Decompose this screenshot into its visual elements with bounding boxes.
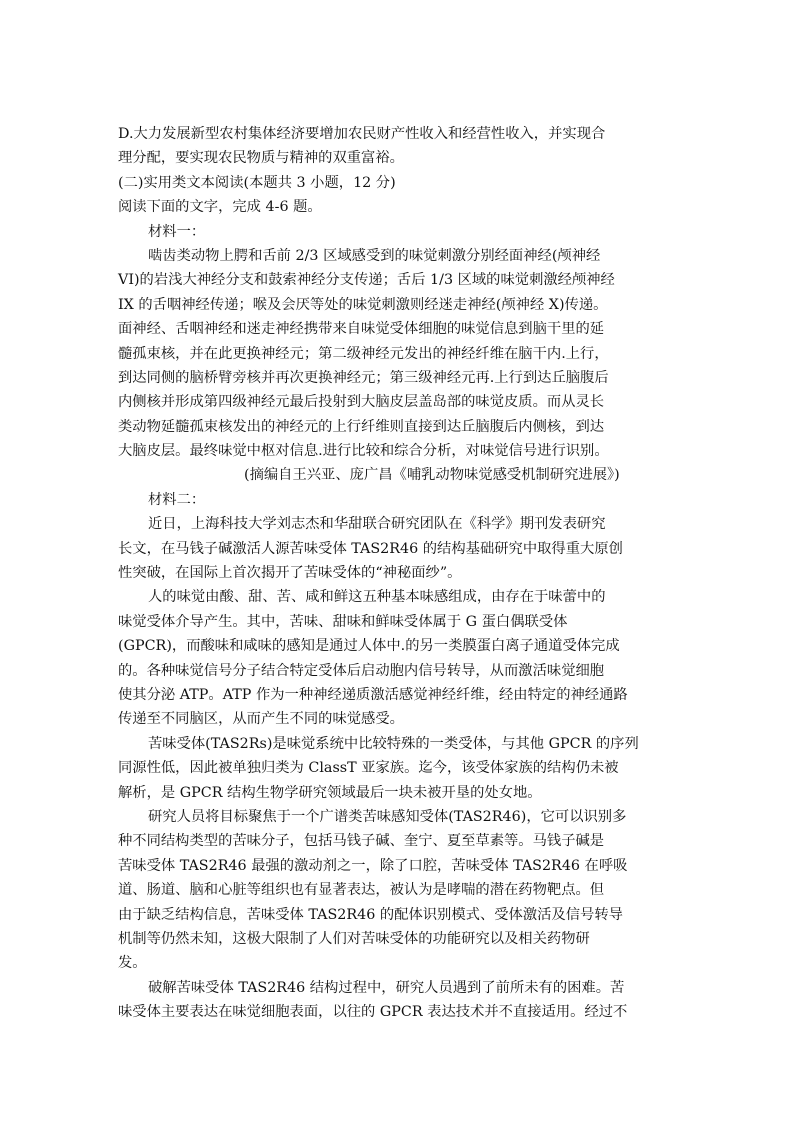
material-2-line: 道、肠道、脑和心脏等组织也有显著表达，被认为是哮喘的潜在药物靶点。但 xyxy=(118,882,605,899)
material-1-line: 啮齿类动物上腭和舌前 2/3 区域感受到的味觉刺激分别经面神经(颅神经 xyxy=(148,247,601,264)
material-1-line: 到达同侧的脑桥臂旁核并再次更换神经元；第三级神经元再.上行到达丘脑腹后 xyxy=(118,369,609,386)
material-2-line: 味觉受体介导产生。其中，苦味、甜味和鲜味受体属于 G 蛋白偶联受体 xyxy=(118,613,568,630)
material-2-line: 同源性低，因此被单独归类为 ClassT 亚家族。迄今，该受体家族的结构仍未被 xyxy=(118,760,619,777)
material-2-line: 种不同结构类型的苦味分子，包括马钱子碱、奎宁、夏至草素等。马钱子碱是 xyxy=(118,833,605,850)
material-2-line: 的。各种味觉信号分子结合特定受体后启动胞内信号转导，从而激活味觉细胞 xyxy=(118,662,605,679)
material-1-source: (摘编自王兴亚、庞广昌《哺乳动物味觉感受机制研究进展》) xyxy=(244,467,620,484)
option-d-line-1: D.大力发展新型农村集体经济要增加农民财产性收入和经营性收入，并实现合 xyxy=(118,126,606,142)
material-2-line: 破解苦味受体 TAS2R46 结构过程中，研究人员遇到了前所未有的困难。苦 xyxy=(148,979,625,996)
material-2-line: 苦味受体(TAS2Rs)是味觉系统中比较特殊的一类受体，与其他 GPCR 的序列 xyxy=(148,735,639,752)
material-1-line: 类动物延髓孤束核发出的神经元的上行纤维则直接到达丘脑腹后内侧核，到达 xyxy=(118,418,605,435)
material-2-line: 使其分泌 ATP。ATP 作为一种神经递质激活感觉神经纤维，经由特定的神经通路 xyxy=(118,686,628,703)
material-2-line: 研究人员将目标聚焦于一个广谱类苦味感知受体(TAS2R46)，它可以识别多 xyxy=(148,808,627,825)
material-1-line: 内侧核并形成第四级神经元最后投射到大脑皮层盖岛部的味觉皮质。而从灵长 xyxy=(118,394,605,411)
material-1-line: 髓孤束核，并在此更换神经元；第二级神经元发出的神经纤维在脑干内.上行， xyxy=(118,345,609,362)
material-1-line: 大脑皮层。最终味觉中枢对信息.进行比较和综合分析，对味觉信号进行识别。 xyxy=(118,443,609,460)
material-2-line: 发。 xyxy=(118,955,147,972)
material-2-line: 性突破，在国际上首次揭开了苦味受体的“神秘面纱”。 xyxy=(118,565,462,582)
option-d-line-2: 理分配，要实现农民物质与精神的双重富裕。 xyxy=(118,150,404,167)
material-2-line: 人的味觉由酸、甜、苦、咸和鲜这五种基本味感组成，由存在于味蕾中的 xyxy=(148,589,606,606)
material-2-line: 由于缺乏结构信息，苦味受体 TAS2R46 的配体识别模式、受体激活及信号转导 xyxy=(118,906,623,923)
material-1-label: 材料一： xyxy=(148,223,206,240)
material-1-line: IX 的舌咽神经传递；喉及会厌等处的味觉刺激则经迷走神经(颅神经 X)传递。 xyxy=(118,296,608,313)
material-1-line: VI)的岩浅大神经分支和鼓索神经分支传递；舌后 1/3 区域的味觉刺激经颅神经 xyxy=(118,272,615,289)
material-1-line: 面神经、舌咽神经和迷走神经携带来自味觉受体细胞的味觉信息到脑干里的延 xyxy=(118,321,605,338)
material-2-line: 机制等仍然未知，这极大限制了人们对苦味受体的功能研究以及相关药物研 xyxy=(118,930,590,947)
section-heading: (二)实用类文本阅读(本题共 3 小题，12 分) xyxy=(118,174,396,191)
material-2-line: 味受体主要表达在味觉细胞表面，以往的 GPCR 表达技术并不直接适用。经过不 xyxy=(118,1004,628,1021)
instruction: 阅读下面的文字，完成 4-6 题。 xyxy=(118,199,322,216)
material-2-label: 材料二： xyxy=(148,491,206,508)
material-2-line: (GPCR)，而酸味和咸味的感知是通过人体中.的另一类膜蛋白离子通道受体完成 xyxy=(118,638,620,655)
document-page xyxy=(118,122,678,1024)
material-2-line: 解析，是 GPCR 结构生物学研究领域最后一块未被开垦的处女地。 xyxy=(118,784,542,801)
material-2-line: 传递至不同脑区，从而产生不同的味觉感受。 xyxy=(118,711,404,728)
material-2-line: 苦味受体 TAS2R46 最强的激动剂之一，除了口腔，苦味受体 TAS2R46 在呼吸 xyxy=(118,857,628,874)
material-2-line: 近日，上海科技大学刘志杰和华甜联合研究团队在《科学》期刊发表研究 xyxy=(148,516,606,533)
material-2-line: 长文，在马钱子碱激活人源苦味受体 TAS2R46 的结构基础研究中取得重大原创 xyxy=(118,540,623,557)
